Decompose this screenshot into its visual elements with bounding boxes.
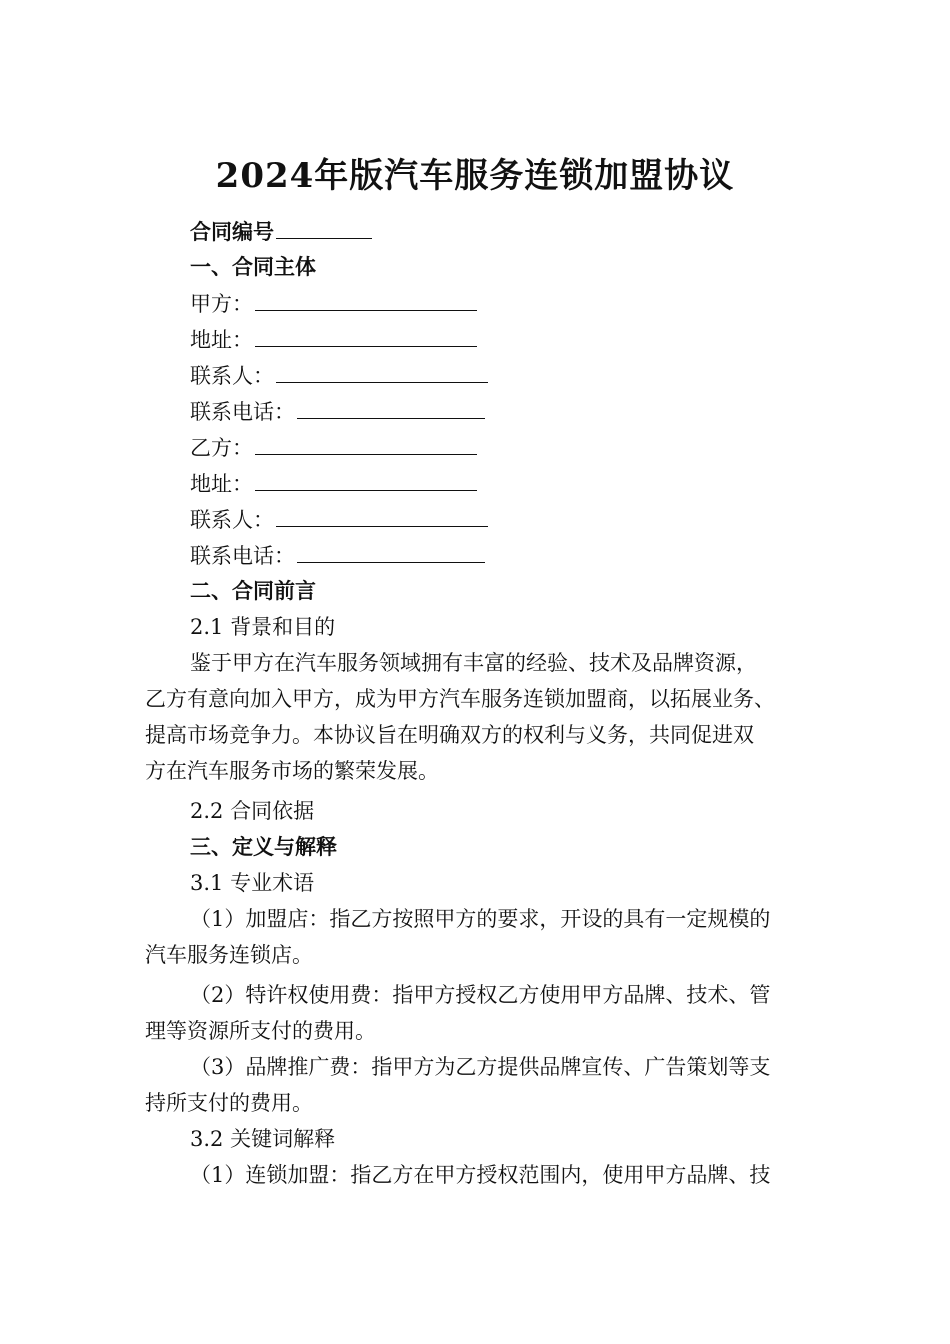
definition-item-1-line-1: （1）加盟店：指乙方按照甲方的要求，开设的具有一定规模的 xyxy=(190,907,771,931)
party-b-phone-blank[interactable] xyxy=(297,542,485,563)
preface-paragraph-line-3: 提高市场竞争力。本协议旨在明确双方的权利与义务，共同促进双 xyxy=(145,723,754,747)
contract-number-label: 合同编号 xyxy=(190,219,274,244)
definition-item-3-line-1: （3）品牌推广费：指甲方为乙方提供品牌宣传、广告策划等支 xyxy=(190,1055,771,1079)
party-a-line xyxy=(190,290,477,317)
definition-item-3-line-2: 持所支付的费用。 xyxy=(145,1091,313,1115)
preface-paragraph-line-1: 鉴于甲方在汽车服务领域拥有丰富的经验、技术及品牌资源， xyxy=(190,651,757,675)
preface-paragraph-line-2: 乙方有意向加入甲方，成为甲方汽车服务连锁加盟商，以拓展业务、 xyxy=(145,687,775,711)
definition-item-2-line-2: 理等资源所支付的费用。 xyxy=(145,1019,376,1043)
party-b-address-label: 地址： xyxy=(190,472,253,496)
section-heading-preface: 二、合同前言 xyxy=(190,578,316,603)
party-b-line xyxy=(190,434,477,461)
party-b-contact-blank[interactable] xyxy=(276,506,488,527)
party-b-blank[interactable] xyxy=(255,434,477,455)
party-b-contact-line xyxy=(190,506,488,533)
contract-number-blank[interactable] xyxy=(276,218,372,239)
subsection-terms: 3.1 专业术语 xyxy=(190,871,315,895)
party-b-address-line xyxy=(190,470,477,497)
document-title: 2024年版汽车服务连锁加盟协议 xyxy=(215,156,735,196)
preface-paragraph-line-4: 方在汽车服务市场的繁荣发展。 xyxy=(145,759,439,783)
party-a-blank[interactable] xyxy=(255,290,477,311)
party-a-contact-blank[interactable] xyxy=(276,362,488,383)
party-b-label: 乙方： xyxy=(190,436,253,460)
party-a-phone-line xyxy=(190,398,485,425)
party-a-phone-blank[interactable] xyxy=(297,398,485,419)
party-a-contact-label: 联系人： xyxy=(190,364,274,388)
contract-number-line xyxy=(190,218,372,245)
section-heading-definitions: 三、定义与解释 xyxy=(190,834,337,859)
party-a-address-blank[interactable] xyxy=(255,326,477,347)
party-b-phone-line xyxy=(190,542,485,569)
party-a-address-label: 地址： xyxy=(190,328,253,352)
section-heading-parties: 一、合同主体 xyxy=(190,254,316,279)
party-b-contact-label: 联系人： xyxy=(190,508,274,532)
party-a-address-line xyxy=(190,326,477,353)
party-b-phone-label: 联系电话： xyxy=(190,544,295,568)
definition-item-4-line-1: （1）连锁加盟：指乙方在甲方授权范围内，使用甲方品牌、技 xyxy=(190,1163,771,1187)
party-b-address-blank[interactable] xyxy=(255,470,477,491)
subsection-keywords: 3.2 关键词解释 xyxy=(190,1127,336,1151)
subsection-basis: 2.2 合同依据 xyxy=(190,799,315,823)
party-a-phone-label: 联系电话： xyxy=(190,400,295,424)
subsection-background: 2.1 背景和目的 xyxy=(190,615,336,639)
party-a-label: 甲方： xyxy=(190,292,253,316)
definition-item-2-line-1: （2）特许权使用费：指甲方授权乙方使用甲方品牌、技术、管 xyxy=(190,983,771,1007)
party-a-contact-line xyxy=(190,362,488,389)
definition-item-1-line-2: 汽车服务连锁店。 xyxy=(145,943,313,967)
